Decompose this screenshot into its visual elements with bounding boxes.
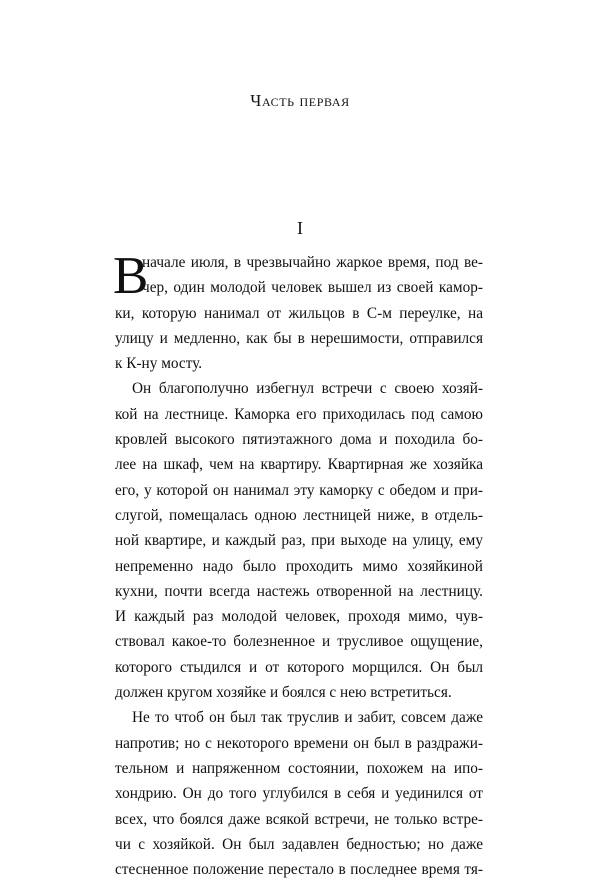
text-line: чи с хозяйкой. Он был задавлен бедностью; но даже xyxy=(115,835,483,853)
text-line: ной квартире, и каждый раз, при выходе на улицу, ему xyxy=(115,532,483,550)
text-line: к К-ну мосту. xyxy=(115,355,203,373)
text-line: кой на лестнице. Каморка его приходилась под самою xyxy=(115,405,483,423)
text-line: ствовал какое-то болезненное и трусливое ощущение, xyxy=(115,633,483,651)
text-line: слугой, помещалась одною лестницей ниже, в отдель- xyxy=(115,506,483,524)
text-line: его, у которой он нанимал эту каморку с обедом и при- xyxy=(115,481,483,499)
text-line: которого стыдился и от которого морщился. Он был xyxy=(115,658,483,676)
text-line: тельном и напряженном состоянии, похожем на ипо- xyxy=(115,759,483,777)
text-line: кровлей высокого пятиэтажного дома и походила бо- xyxy=(115,431,483,449)
text-line: всех, что боялся даже всякой встречи, не только встре- xyxy=(115,810,483,828)
chapter-number: I xyxy=(297,218,303,238)
text-line: ки, которую нанимал от жильцов в С-м переулке, на xyxy=(115,304,483,322)
text-line: Не то чтоб он был так труслив и забит, совсем даже xyxy=(132,709,483,727)
part-title-initial: Ч xyxy=(250,91,262,110)
part-title xyxy=(0,91,600,111)
text-line: должен кругом хозяйке и боялся с нею встретиться. xyxy=(115,684,452,702)
drop-cap: В xyxy=(113,247,149,305)
text-line: непременно надо было проходить мимо хозяйкиной xyxy=(115,557,483,575)
text-line: кухни, почти всегда настежь отворенной на лестницу. xyxy=(115,582,483,600)
text-line: Он благополучно избегнул встречи с своею хозяй- xyxy=(132,380,483,398)
text-line: напротив; но с некоторого времени он был в раздражи- xyxy=(115,734,483,752)
text-line: улицу и медленно, как бы в нерешимости, отправился xyxy=(115,329,483,347)
chapter-text xyxy=(113,247,483,882)
part-title-rest: асть первая xyxy=(261,91,350,110)
text-line: чер, один молодой человек вышел из своей камор- xyxy=(142,279,483,297)
text-line: хондрию. Он до того углубился в себя и уединился от xyxy=(115,785,483,803)
text-line: И каждый раз молодой человек, проходя мимо, чув- xyxy=(115,608,483,626)
text-line: начале июля, в чрезвычайно жаркое время, под ве- xyxy=(142,254,483,271)
text-line: стесненное положение перестало в последнее время тя- xyxy=(115,861,483,879)
text-line: лее на шкаф, чем на квартиру. Квартирная же хозяйка xyxy=(115,456,483,474)
